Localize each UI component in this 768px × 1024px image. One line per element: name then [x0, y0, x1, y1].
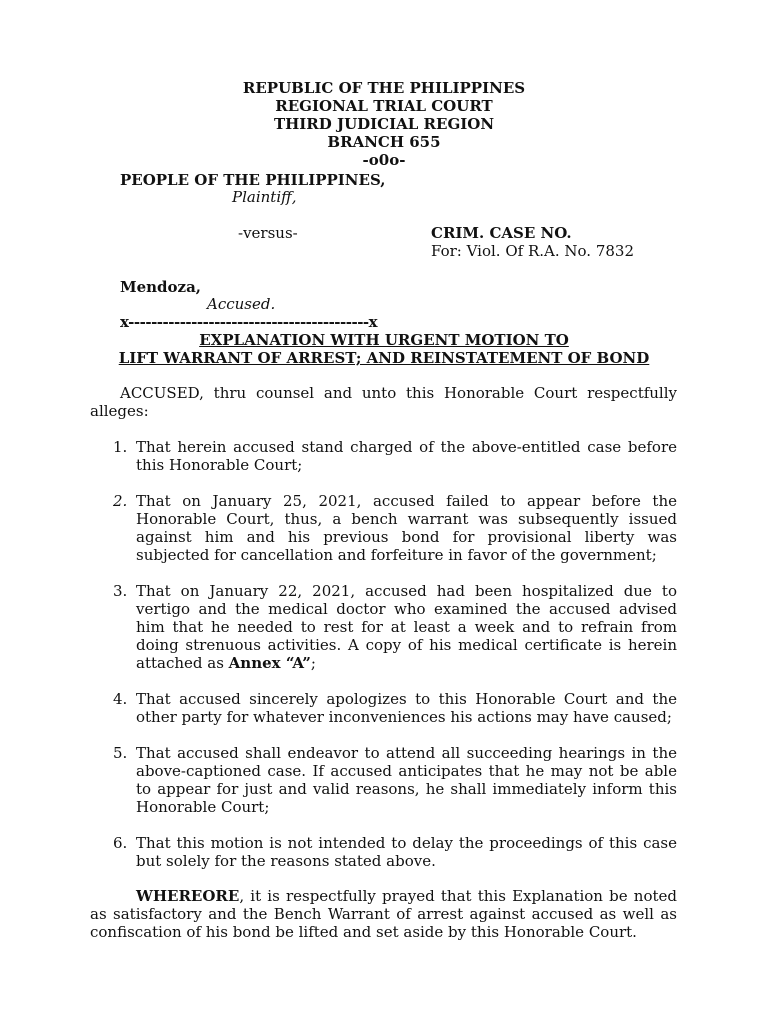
item-2-text: That on January 25, 2021, accused failed to appear before the Honorable Court, thus, a bench warrant was subsequently issued against him and his previous bond for provisional liberty was subjected for cancellation and forfeiture in favor of the government; [136, 492, 677, 564]
plaintiff-name: PEOPLE OF THE PHILIPPINES, [120, 171, 386, 189]
item-5-number: 5. [113, 744, 128, 762]
item-4-number: 4. [113, 690, 128, 708]
item-6-text: That this motion is not intended to delay the proceedings of this case but solely for the reasons stated above. [136, 834, 677, 870]
annex-reference: Annex “A” [228, 654, 311, 672]
accused-name: Mendoza, [120, 278, 202, 296]
prayer-paragraph [90, 887, 677, 941]
header-line-region: THIRD JUDICIAL REGION [273, 115, 495, 133]
intro-paragraph: ACCUSED, thru counsel and unto this Honorable Court respectfully alleges: [90, 384, 677, 420]
prayer-lead: WHEREORE [136, 887, 240, 905]
accused-role: Accused. [207, 295, 276, 313]
item-3-number: 3. [113, 582, 128, 600]
item-6-number: 6. [113, 834, 128, 852]
item-4-text: That accused sincerely apologizes to this Honorable Court and the other party for whatever inconveniences his actions may have caused; [136, 690, 677, 726]
caption-separator: x------------------------------------------x [120, 313, 378, 331]
item-2-number: 2. [113, 492, 128, 510]
item-5-text: That accused shall endeavor to attend all succeeding hearings in the above-captioned case. If accused anticipates that he may not be able to appear for just and valid reasons, he shall immediately inform this Honorable Court; [136, 744, 677, 816]
motion-title-line2: LIFT WARRANT OF ARREST; AND REINSTATEMENT OF BOND [118, 349, 650, 367]
item-3-text [136, 582, 677, 672]
item-1-number: 1. [113, 438, 128, 456]
prayer-text: , it is respectfully prayed that this Explanation be noted as satisfactory and the Bench Warrant of arrest against accused as well as confiscation of his bond be lifted and set aside by this Honorable Court. [90, 887, 677, 941]
header-line-ornament: -o0o- [362, 151, 406, 169]
item-3-body: That on January 22, 2021, accused had been hospitalized due to vertigo and the medical doctor who examined the accused advised him that he needed to rest for at least a week and to refrain from doing strenuous activities. A copy of his medical certificate is herein attached as [136, 582, 677, 672]
header-line-republic: REPUBLIC OF THE PHILIPPINES [242, 79, 526, 97]
item-1-text: That herein accused stand charged of the above-entitled case before this Honorable Court; [136, 438, 677, 474]
case-number: CRIM. CASE NO. [431, 224, 572, 242]
header-line-branch: BRANCH 655 [327, 133, 441, 151]
plaintiff-role: Plaintiff, [232, 188, 297, 206]
case-for: For: Viol. Of R.A. No. 7832 [431, 242, 634, 260]
motion-title-line1: EXPLANATION WITH URGENT MOTION TO [199, 331, 569, 349]
item-3-tail: ; [310, 654, 316, 672]
versus-label: -versus- [238, 224, 298, 242]
header-line-court: REGIONAL TRIAL COURT [275, 97, 493, 115]
